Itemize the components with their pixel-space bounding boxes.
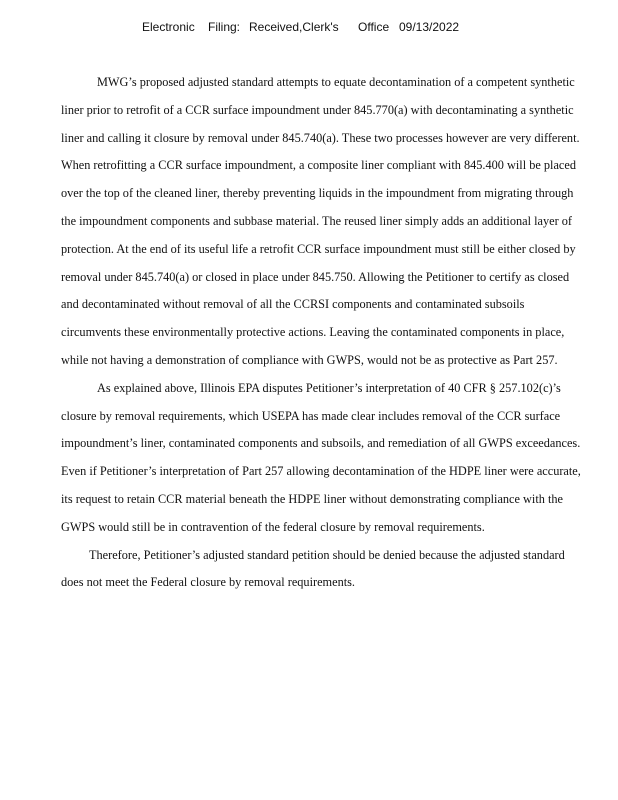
- paragraph-1-line-1: MWG’s proposed adjusted standard attempts to equate decontamination of a competent synthetic: [97, 75, 575, 89]
- filing-stamp-header: [0, 20, 618, 38]
- header-filing: Filing:: [208, 20, 241, 34]
- paragraph-1-line-9: and decontaminated without removal of all the CCRSI components and contaminated subsoils: [61, 297, 525, 312]
- paragraph-2-line-2: closure by removal requirements, which USEPA has made clear includes removal of the CCR surface: [61, 408, 561, 423]
- paragraph-2-line-3: impoundment’s liner, contaminated components and subsoils, and remediation of all GWPS exceedances.: [61, 436, 581, 451]
- paragraph-1-line-8: removal under 845.740(a) or closed in place under 845.750. Allowing the Petitioner to certify as closed: [61, 269, 570, 284]
- paragraph-1-line-11: while not having a demonstration of compliance with GWPS, would not be as protective as Part 257.: [61, 352, 558, 367]
- paragraph-2-line-1: As explained above, Illinois EPA disputes Petitioner’s interpretation of 40 CFR § 257.102(c)’s: [97, 380, 561, 395]
- paragraph-2-line-5: its request to retain CCR material beneath the HDPE liner without demonstrating compliance with the: [61, 491, 564, 506]
- paragraph-1-line-4: When retrofitting a CCR surface impoundment, a composite liner compliant with 845.400 will be placed: [61, 158, 576, 173]
- paragraph-3-line-2: does not meet the Federal closure by removal requirements.: [61, 575, 356, 590]
- paragraph-2-line-4: Even if Petitioner’s interpretation of Part 257 allowing decontamination of the HDPE liner were accurate,: [61, 464, 581, 479]
- header-electronic: Electronic: [142, 20, 195, 34]
- header-office: Office: [358, 20, 390, 34]
- header-date: 09/13/2022: [399, 20, 460, 34]
- paragraph-2-line-6: GWPS would still be in contravention of the federal closure by removal requirements.: [61, 519, 485, 534]
- paragraph-1-line-2: liner prior to retrofit of a CCR surface impoundment under 845.770(a) with decontaminating a synthetic: [61, 102, 574, 117]
- header-received: Received,Clerk's: [249, 20, 339, 34]
- document-body: [61, 69, 613, 597]
- paragraph-1-line-6: the impoundment components and subbase material. The reused liner simply adds an additional layer of: [61, 213, 572, 228]
- paragraph-1-line-10: circumvents these environmentally protective actions. Leaving the contaminated components in place,: [61, 325, 565, 340]
- paragraph-3-line-1: Therefore, Petitioner’s adjusted standard petition should be denied because the adjusted standard: [89, 547, 565, 562]
- paragraph-1-line-5: over the top of the cleaned liner, thereby preventing liquids in the impoundment from migrating through: [61, 186, 574, 201]
- paragraph-1-line-7: protection. At the end of its useful life a retrofit CCR surface impoundment must still be either closed by: [61, 241, 576, 256]
- paragraph-1-line-3: liner and calling it closure by removal under 845.740(a). These two processes however are very different.: [61, 130, 580, 145]
